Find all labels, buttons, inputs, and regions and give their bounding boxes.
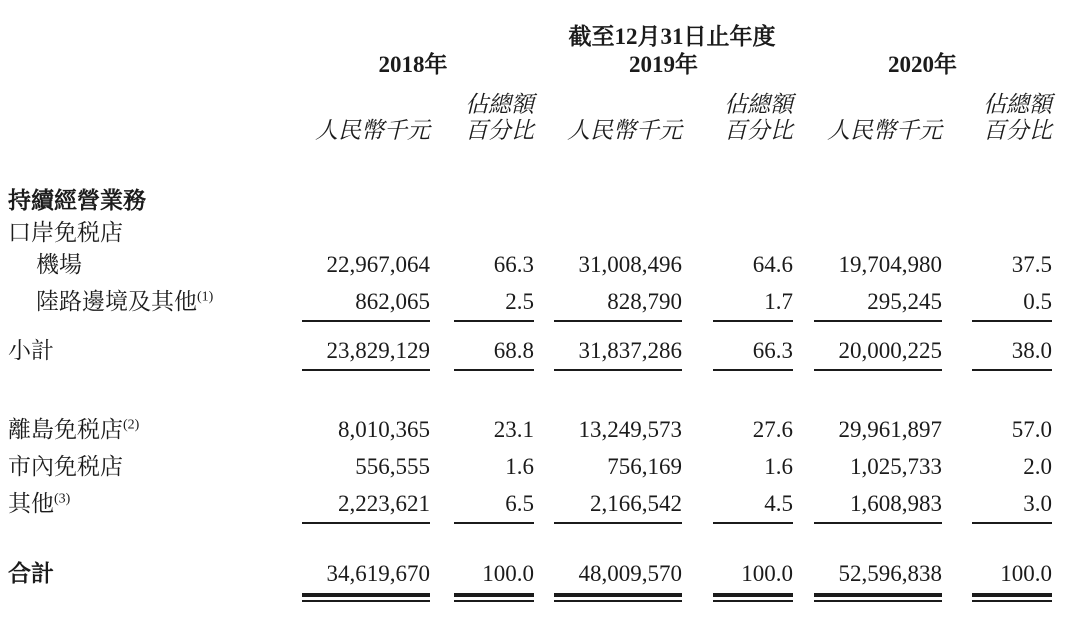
row-port-duty-free-shops [0,214,1080,246]
pct-cell: 100.0 [430,561,534,597]
subheader-row-1 [0,86,1080,117]
pct-cell: 64.6 [752,252,793,277]
row-airport [0,246,1080,283]
amount-cell: 556,555 [355,454,430,479]
amount-cell: 2,223,621 [292,491,430,524]
amount-cell: 52,596,838 [793,561,942,597]
year-2018-header: 2018年 [378,52,448,77]
pct-cell: 57.0 [1011,417,1052,442]
footnote-marker: (1) [197,289,214,305]
row-label: 口岸免税店 [8,220,123,245]
row-total [0,555,1080,592]
percentage-header-2019: 百分比 [724,118,793,143]
amount-cell: 20,000,225 [793,338,942,371]
row-label: 陸路邊境及其他$^{(1)}$ [36,289,214,314]
row-continuing-operations [0,182,1080,214]
pct-of-total-header-2020: 佔總額 [983,92,1052,117]
row-offshore-island-duty-free [0,411,1080,448]
pct-cell: 6.5 [430,491,534,524]
amount-cell: 756,169 [607,454,682,479]
pct-cell: 3.0 [942,491,1052,524]
amount-cell: 48,009,570 [534,561,682,597]
footnote-marker: (2) [123,417,140,433]
row-label: 持續經營業務 [8,188,146,213]
pct-cell: 66.3 [682,338,793,371]
amount-cell: 828,790 [534,289,682,322]
period-header: 截至12月31日止年度 [568,24,776,49]
pct-cell: 37.5 [1011,252,1052,277]
rmb-thousand-header-2019: 人民幣千元 [567,118,682,143]
pct-cell: 100.0 [682,561,793,597]
pct-cell: 0.5 [942,289,1052,322]
amount-cell: 34,619,670 [292,561,430,597]
pct-of-total-header-2019: 佔總額 [724,92,793,117]
amount-cell: 19,704,980 [838,252,942,277]
amount-cell: 862,065 [292,289,430,322]
row-label: 其他$^{(3)}$ [8,491,71,516]
pct-cell: 1.7 [682,289,793,322]
amount-cell: 22,967,064 [326,252,430,277]
rmb-thousand-header-2018: 人民幣千元 [315,118,430,143]
amount-cell: 8,010,365 [338,417,430,442]
row-label: 合計 [8,561,54,586]
pct-cell: 2.5 [430,289,534,322]
amount-cell: 1,608,983 [793,491,942,524]
pct-cell: 66.3 [493,252,534,277]
pct-cell: 1.6 [764,454,793,479]
pct-cell: 68.8 [430,338,534,371]
percentage-header-2018: 百分比 [465,118,534,143]
amount-cell: 295,245 [793,289,942,322]
pct-cell: 38.0 [942,338,1052,371]
row-label: 市內免税店 [8,454,123,479]
pct-of-total-header-2018: 佔總額 [465,92,534,117]
footnote-marker: (3) [54,491,71,507]
amount-cell: 13,249,573 [578,417,682,442]
pct-cell: 2.0 [1023,454,1052,479]
percentage-header-2020: 百分比 [983,118,1052,143]
row-others [0,485,1080,522]
row-label: 離島免税店$^{(2)}$ [8,417,140,442]
subheader-row-2 [0,112,1080,143]
row-city-duty-free [0,448,1080,485]
year-2020-header: 2020年 [888,52,957,77]
pct-cell: 1.6 [505,454,534,479]
amount-cell: 31,008,496 [578,252,682,277]
rmb-thousand-header-2020: 人民幣千元 [827,118,942,143]
amount-cell: 29,961,897 [838,417,942,442]
row-label: 機場 [36,252,82,277]
pct-cell: 4.5 [682,491,793,524]
row-label: 小計 [8,338,54,363]
year-2019-header: 2019年 [629,52,698,77]
pct-cell: 100.0 [942,561,1052,597]
amount-cell: 23,829,129 [292,338,430,371]
amount-cell: 31,837,286 [534,338,682,371]
period-header-row [0,18,1080,49]
row-land-border-and-others [0,283,1080,320]
row-subtotal [0,332,1080,369]
year-header-row [0,46,1080,77]
amount-cell: 2,166,542 [534,491,682,524]
amount-cell: 1,025,733 [850,454,942,479]
pct-cell: 27.6 [752,417,793,442]
pct-cell: 23.1 [493,417,534,442]
